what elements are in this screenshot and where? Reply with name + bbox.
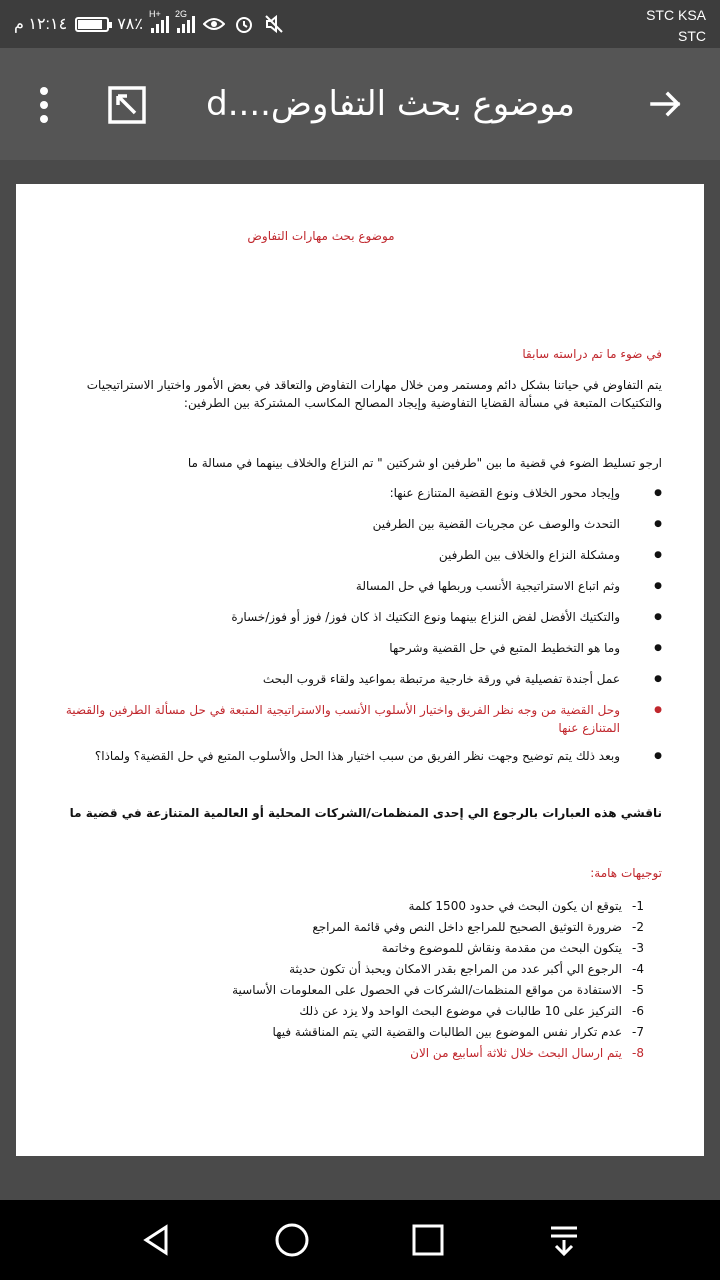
document-title: موضوع بحث التفاوض....d: [206, 84, 575, 124]
guidelines-heading: توجيهات هامة:: [590, 866, 662, 880]
carrier-line-2: STC: [678, 28, 706, 44]
document-viewer[interactable]: [0, 160, 720, 1200]
network-label-1: H+: [148, 9, 161, 19]
network-label-2: 2G: [174, 9, 187, 19]
item-number: 6-: [632, 1004, 644, 1018]
task-intro: ارجو تسليط الضوء في قضية ما بين "طرفين او شركتين " تم النزاع والخلاف بينهما في مسالة ما: [187, 456, 662, 470]
more-vert-icon: [34, 86, 54, 124]
circle-home-icon: [274, 1222, 310, 1258]
intro-paragraph: يتم التفاوض في حياتنا بشكل دائم ومستمر ومن خلال مهارات التفاوض والتعاقد في بعض الأمور واختيار الاستراتيجيات والتكتيكات المتبعة في مسألة القضايا التفاوضية وإيجاد المصالح المكاسب المشتركة بين الطرفين:: [86, 378, 662, 410]
list-item: ● التحدث والوصف عن مجريات القضية بين الطرفين: [52, 515, 662, 546]
item-text: عدم تكرار نفس الموضوع بين الطالبات والقضية التي يتم المناقشة فيها: [272, 1025, 622, 1039]
pull-down-icon: [546, 1222, 582, 1258]
open-external-icon: [108, 86, 146, 124]
nav-back-button[interactable]: [138, 1222, 174, 1258]
status-icons: [14, 10, 285, 38]
list-item: [84, 980, 644, 1001]
arrow-right-icon: [648, 86, 684, 122]
triangle-back-icon: [138, 1222, 174, 1258]
battery-fill: [78, 20, 101, 29]
list-item: [84, 959, 644, 980]
clock-text: ١٢:١٤ م: [14, 16, 68, 33]
app-toolbar: [0, 48, 720, 160]
nav-notifications-button[interactable]: [546, 1222, 582, 1258]
signal-icon: [148, 9, 169, 33]
square-recents-icon: [410, 1222, 446, 1258]
carrier-line-1: STC KSA: [646, 7, 706, 23]
item-text: التركيز على 10 طالبات في موضوع البحث الواحد ولا يزد عن ذلك: [299, 1004, 622, 1018]
list-item: ● عمل أجندة تفصيلية في ورقة خارجية مرتبطة بمواعيد ولقاء قروب البحث: [52, 670, 662, 701]
guidelines-list: [84, 896, 644, 1064]
list-item: ● وما هو التخطيط المتبع في حل القضية وشرحها: [52, 639, 662, 670]
back-button[interactable]: [648, 86, 684, 122]
discussion-prompt: ناقشي هذه العبارات بالرجوع الي إحدى المنظمات/الشركات المحلية أو العالمية المتنازعة في قضية ما: [69, 806, 662, 820]
item-text: يتكون البحث من مقدمة ونقاش للموضوع وخاتمة: [381, 941, 622, 955]
mute-icon: [263, 13, 285, 35]
item-number: 3-: [632, 941, 644, 955]
list-item: ● ومشكلة النزاع والخلاف بين الطرفين: [52, 546, 662, 577]
item-text: ضرورة التوثيق الصحيح للمراجع داخل النص وفي قائمة المراجع: [312, 920, 622, 934]
item-number: 5-: [632, 983, 644, 997]
list-item: ● وثم اتباع الاستراتيجية الأنسب وربطها في حل المسالة: [52, 577, 662, 608]
open-external-button[interactable]: [108, 86, 146, 124]
document-page: [16, 184, 704, 1156]
list-item: [84, 1043, 644, 1064]
battery-percent: ٧٨٪: [117, 16, 143, 33]
list-item: ● وإيجاد محور الخلاف ونوع القضية المتنازع عنها:: [52, 484, 662, 515]
list-item: [84, 896, 644, 917]
item-number: 1-: [632, 899, 644, 913]
status-bar: [0, 0, 720, 48]
carrier-info: [646, 5, 706, 47]
list-item: [84, 1001, 644, 1022]
nav-recents-button[interactable]: [410, 1222, 446, 1258]
item-number: 4-: [632, 962, 644, 976]
overflow-menu-button[interactable]: [34, 86, 54, 124]
list-item: [84, 1022, 644, 1043]
eye-icon: [203, 13, 225, 35]
item-number: 2-: [632, 920, 644, 934]
nav-home-button[interactable]: [274, 1222, 310, 1258]
task-bullets: [52, 484, 662, 778]
alarm-icon: [233, 13, 255, 35]
section-heading: في ضوء ما تم دراسته سابقا: [522, 347, 662, 361]
navigation-bar: [0, 1200, 720, 1280]
list-item: ● وحل القضية من وجه نظر الفريق واختيار الأسلوب الأنسب والاستراتيجية المتبعة في حل مسألة الطرفين والقضية المتنازع عنها: [52, 701, 662, 747]
item-number: 7-: [632, 1025, 644, 1039]
item-text: الرجوع الي أكبر عدد من المراجع بقدر الامكان ويحبذ أن تكون حديثة: [289, 962, 622, 976]
item-text: يتوقع ان يكون البحث في حدود 1500 كلمة: [408, 899, 622, 913]
signal-icon-2: [174, 9, 195, 33]
list-item: ● والتكتيك الأفضل لفض النزاع بينهما ونوع التكتيك اذ كان فوز/ فوز أو فوز/خسارة: [52, 608, 662, 639]
list-item: ● وبعد ذلك يتم توضيح وجهت نظر الفريق من سبب اختيار هذا الحل والأسلوب المتبع في حل القضية؟ ولماذا؟: [52, 747, 662, 778]
item-text: الاستفادة من مواقع المنظمات/الشركات في الحصول على المعلومات الأساسية: [232, 983, 622, 997]
list-item: [84, 917, 644, 938]
list-item: [84, 938, 644, 959]
item-text: يتم ارسال البحث خلال ثلاثة أسابيع من الان: [410, 1046, 622, 1060]
doc-title: موضوع بحث مهارات التفاوض: [247, 229, 395, 243]
battery-icon: [75, 17, 109, 32]
item-number: 8-: [632, 1046, 644, 1060]
